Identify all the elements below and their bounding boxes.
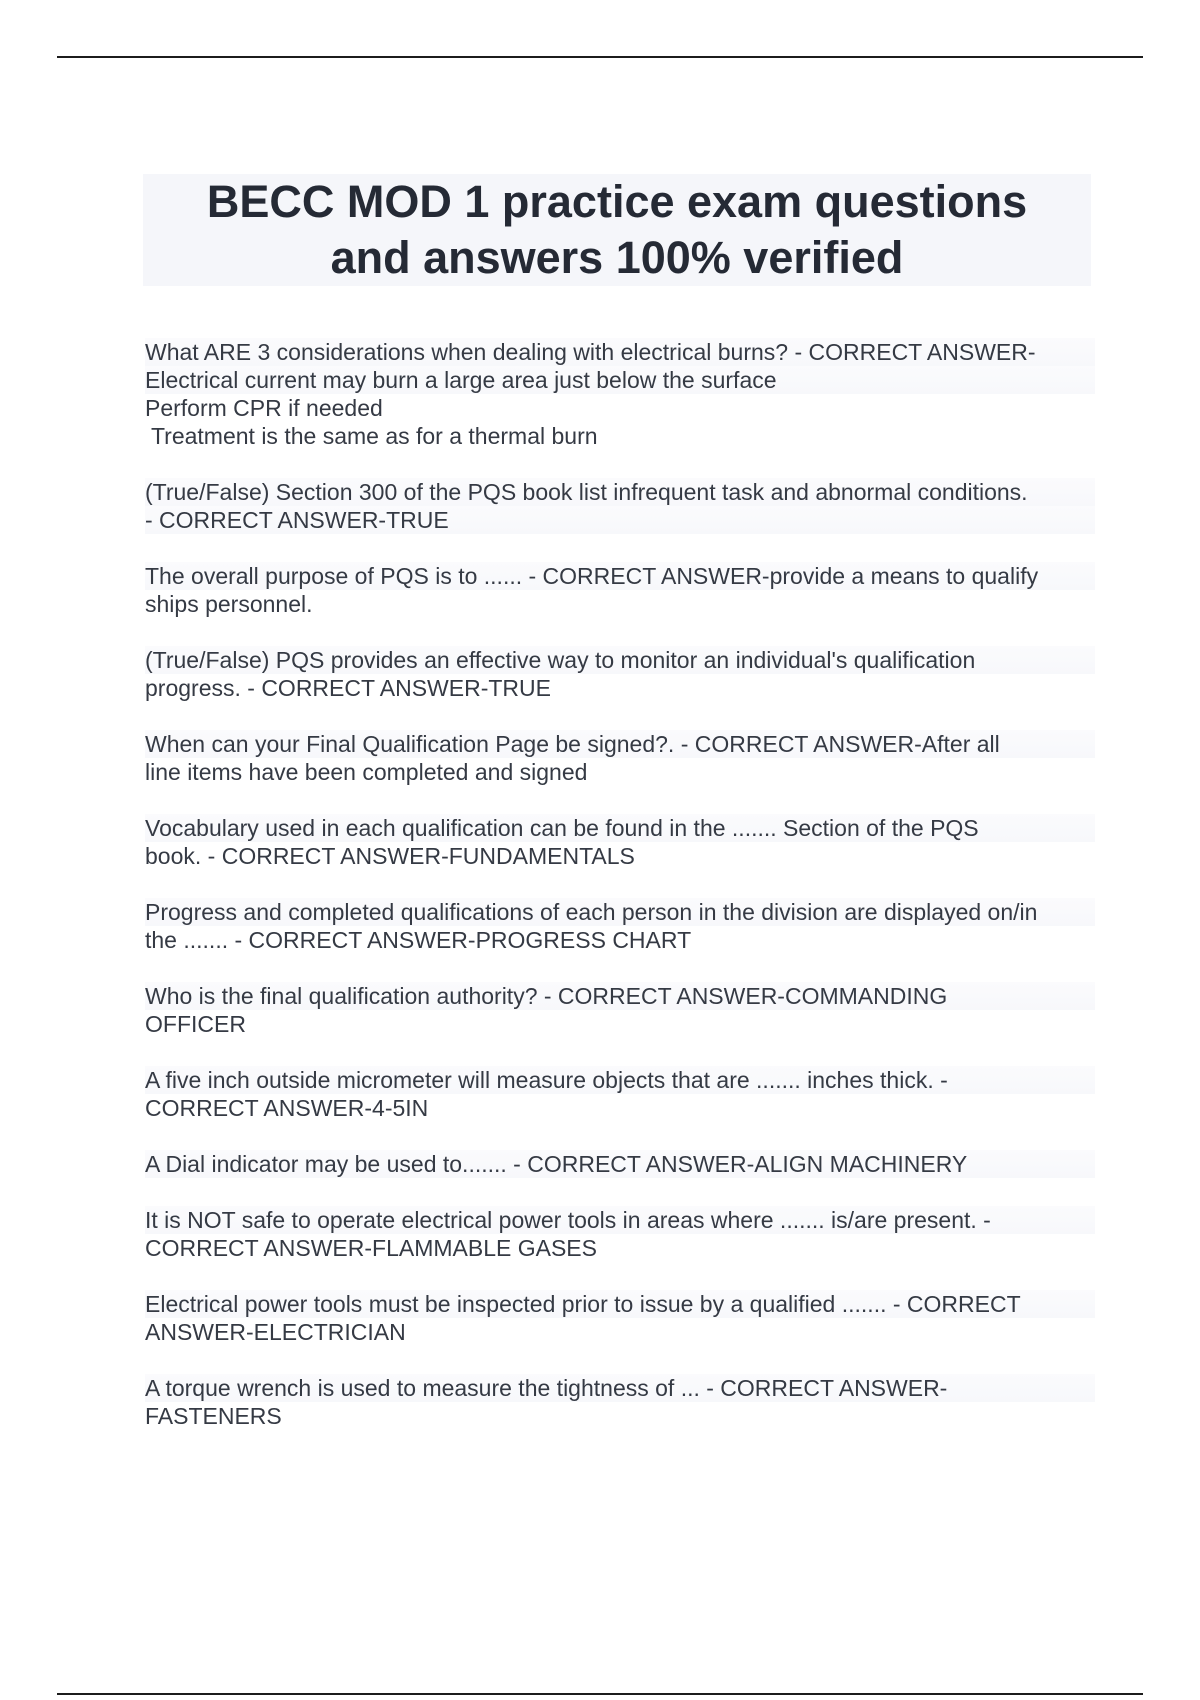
qa-item bbox=[145, 646, 1095, 702]
qa-text-line: (True/False) PQS provides an effective way to monitor an individual's qualification bbox=[145, 646, 1095, 674]
qa-text-line: progress. - CORRECT ANSWER-TRUE bbox=[145, 675, 551, 701]
qa-text-line: line items have been completed and signed bbox=[145, 759, 588, 785]
qa-text-line: What ARE 3 considerations when dealing with electrical burns? - CORRECT ANSWER- bbox=[145, 338, 1095, 366]
page-bottom-rule bbox=[57, 1693, 1143, 1695]
qa-item bbox=[145, 562, 1095, 618]
qa-text-line: Progress and completed qualifications of each person in the division are displayed on/in bbox=[145, 898, 1095, 926]
qa-item bbox=[145, 814, 1095, 870]
qa-text-line: It is NOT safe to operate electrical power tools in areas where ....... is/are present. - bbox=[145, 1206, 1095, 1234]
qa-text-line: A Dial indicator may be used to....... - CORRECT ANSWER-ALIGN MACHINERY bbox=[145, 1150, 1095, 1178]
qa-text-line: CORRECT ANSWER-FLAMMABLE GASES bbox=[145, 1235, 597, 1261]
qa-text-line: Who is the final qualification authority? - CORRECT ANSWER-COMMANDING bbox=[145, 982, 1095, 1010]
qa-text-line: Electrical power tools must be inspected prior to issue by a qualified ....... - CORRECT bbox=[145, 1290, 1095, 1318]
qa-text-line: - CORRECT ANSWER-TRUE bbox=[145, 506, 1095, 534]
qa-text-line: Electrical current may burn a large area just below the surface bbox=[145, 366, 1095, 394]
document-title bbox=[207, 174, 1027, 286]
qa-text-line: ships personnel. bbox=[145, 591, 313, 617]
qa-item bbox=[145, 1150, 1095, 1178]
qa-list bbox=[145, 338, 1095, 1458]
qa-text-line: ANSWER-ELECTRICIAN bbox=[145, 1319, 406, 1345]
qa-item bbox=[145, 1206, 1095, 1262]
qa-item bbox=[145, 478, 1095, 534]
qa-text-line: the ....... - CORRECT ANSWER-PROGRESS CHART bbox=[145, 927, 692, 953]
title-line: BECC MOD 1 practice exam questions bbox=[206, 176, 1028, 227]
qa-item bbox=[145, 338, 1095, 450]
qa-text-line: Vocabulary used in each qualification can be found in the ....... Section of the PQS bbox=[145, 814, 1095, 842]
qa-item bbox=[145, 730, 1095, 786]
title-banner bbox=[143, 174, 1091, 286]
qa-text-line: (True/False) Section 300 of the PQS book list infrequent task and abnormal conditions. bbox=[145, 478, 1095, 506]
qa-text-line: FASTENERS bbox=[145, 1403, 282, 1429]
qa-text-line: Treatment is the same as for a thermal burn bbox=[145, 423, 598, 449]
title-line: and answers 100% verified bbox=[330, 232, 904, 283]
qa-text-line: CORRECT ANSWER-4-5IN bbox=[145, 1095, 429, 1121]
qa-item bbox=[145, 1290, 1095, 1346]
qa-text-line: Perform CPR if needed bbox=[145, 395, 383, 421]
qa-item bbox=[145, 982, 1095, 1038]
qa-text-line: book. - CORRECT ANSWER-FUNDAMENTALS bbox=[145, 843, 635, 869]
qa-text-line: A five inch outside micrometer will measure objects that are ....... inches thick. - bbox=[145, 1066, 1095, 1094]
qa-item bbox=[145, 1374, 1095, 1430]
qa-text-line: A torque wrench is used to measure the tightness of ... - CORRECT ANSWER- bbox=[145, 1374, 1095, 1402]
qa-item bbox=[145, 898, 1095, 954]
qa-item bbox=[145, 1066, 1095, 1122]
qa-text-line: The overall purpose of PQS is to ...... - CORRECT ANSWER-provide a means to qualify bbox=[145, 562, 1095, 590]
qa-text-line: When can your Final Qualification Page be signed?. - CORRECT ANSWER-After all bbox=[145, 730, 1095, 758]
qa-text-line: OFFICER bbox=[145, 1011, 246, 1037]
page-top-rule bbox=[57, 56, 1143, 58]
